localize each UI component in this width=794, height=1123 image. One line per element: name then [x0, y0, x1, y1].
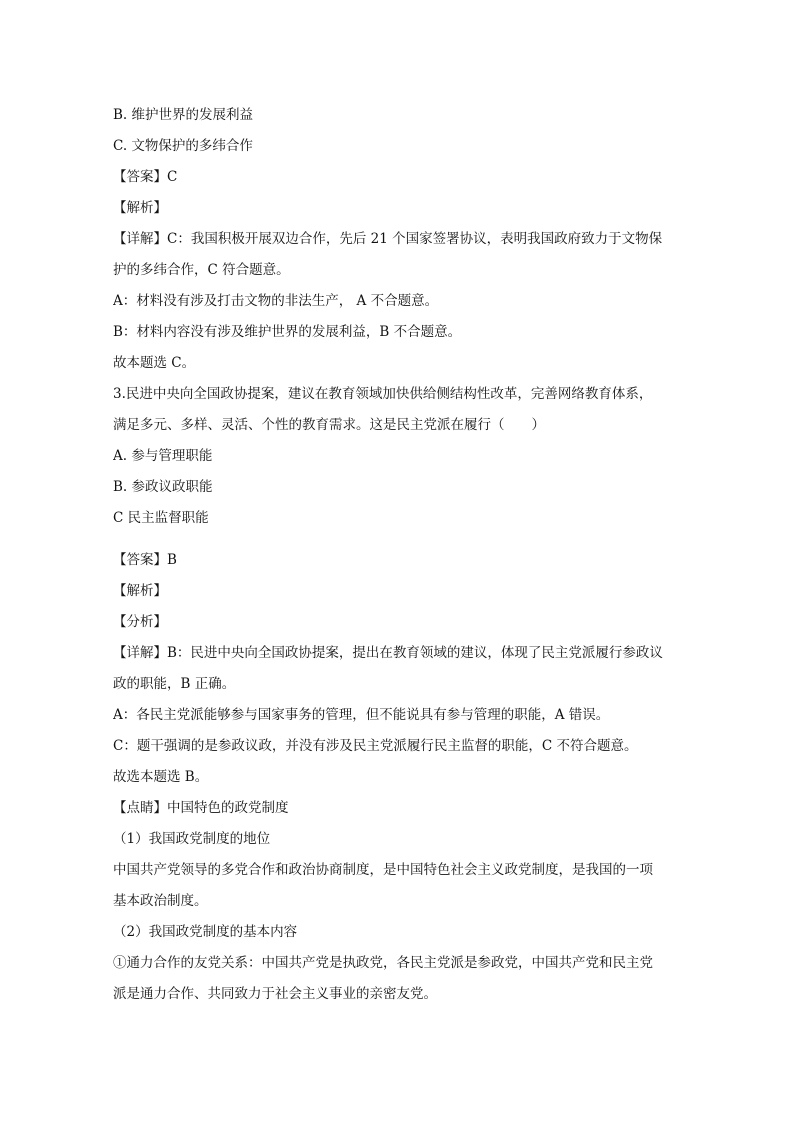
explanation-line: 【详解】C：我国积极开展双边合作，先后 21 个国家签署协议，表明我国政府致力于文物保	[113, 231, 663, 247]
explanation-line: 【详解】B：民进中央向全国政协提案，提出在教育领域的建议，体现了民主党派履行参政议	[113, 645, 663, 661]
explanation-line: 政的职能，B 正确。	[113, 676, 236, 692]
option-a-line: A. 参与管理职能	[113, 448, 213, 464]
option-c-line: C. 文物保护的多纬合作	[113, 138, 253, 154]
body-line: 基本政治制度。	[113, 893, 208, 909]
page-content	[113, 100, 673, 1010]
conclusion-line: 故选本题选 B。	[113, 769, 209, 785]
conclusion-line: 故本题选 C。	[113, 355, 196, 371]
answer-line: 【答案】C	[113, 169, 178, 185]
analysis-heading: 【解析】	[113, 200, 167, 216]
explanation-line: B：材料内容没有涉及维护世界的发展利益，B 不合题意。	[113, 324, 462, 340]
explanation-line: C：题干强调的是参政议政，并没有涉及民主党派履行民主监督的职能，C 不符合题意。	[113, 738, 638, 754]
body-line: 中国共产党领导的多党合作和政治协商制度，是中国特色社会主义政党制度，是我国的一项	[113, 862, 653, 878]
question-3-line: 满足多元、多样、灵活、个性的教育需求。这是民主党派在履行（ ）	[113, 417, 545, 433]
breakdown-heading: 【分析】	[113, 614, 167, 630]
analysis-heading: 【解析】	[113, 583, 167, 599]
body-line: 派是通力合作、共同致力于社会主义事业的亲密友党。	[113, 986, 437, 1002]
question-3-line: 3.民进中央向全国政协提案，建议在教育领域加快供给侧结构性改革，完善网络教育体系，	[113, 386, 653, 402]
subheading-line: （1）我国政党制度的地位	[113, 831, 271, 847]
explanation-line: A：材料没有涉及打击文物的非法生产， A 不合题意。	[113, 293, 439, 309]
explanation-line: A：各民主党派能够参与国家事务的管理，但不能说具有参与管理的职能，A 错误。	[113, 707, 610, 723]
option-c-line: C 民主监督职能	[113, 510, 209, 526]
body-line: ①通力合作的友党关系：中国共产党是执政党，各民主党派是参政党，中国共产党和民主党	[113, 955, 653, 971]
key-point-heading: 【点睛】中国特色的政党制度	[113, 800, 289, 816]
option-b-line: B. 参政议政职能	[113, 479, 213, 495]
explanation-line: 护的多纬合作，C 符合题意。	[113, 262, 290, 278]
answer-line: 【答案】B	[113, 552, 177, 568]
spacer	[113, 534, 673, 545]
subheading-line: （2）我国政党制度的基本内容	[113, 924, 298, 940]
option-b-line: B. 维护世界的发展利益	[113, 107, 254, 123]
